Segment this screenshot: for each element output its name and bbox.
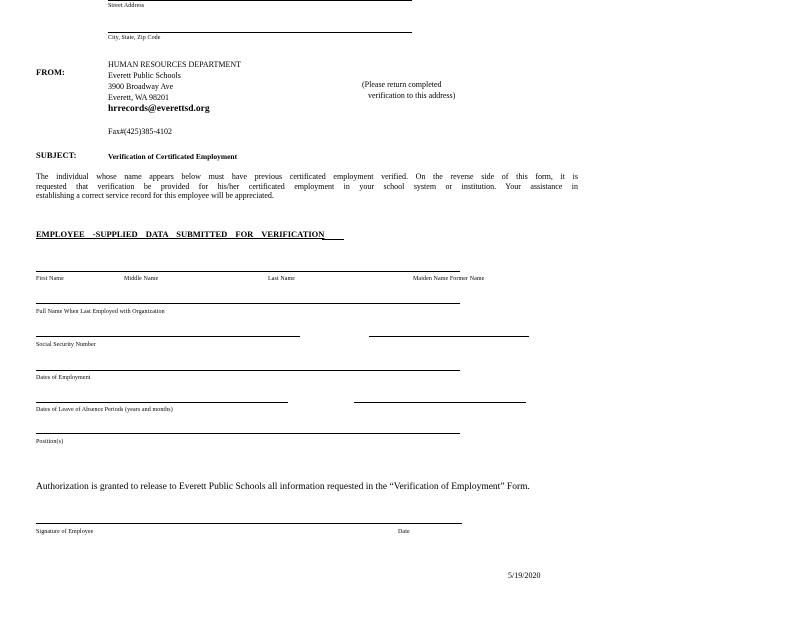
positions-line[interactable] xyxy=(36,433,460,434)
dates-employment-line[interactable] xyxy=(36,370,460,371)
dates-leave-label: Dates of Leave of Absence Periods (years and months) xyxy=(36,407,173,413)
subject-text: Verification of Certificated Employment xyxy=(108,152,238,161)
full-name-employed-label: Full Name When Last Employed with Organization xyxy=(36,309,165,315)
from-email: hrrecords@everettsd.org xyxy=(108,104,210,114)
last-name-label: Last Name xyxy=(268,276,296,282)
subject-label: SUBJECT: xyxy=(36,150,77,160)
from-address-block xyxy=(108,59,241,103)
middle-name-label: Middle Name xyxy=(124,276,159,282)
return-note xyxy=(362,79,455,101)
from-organization: Everett Public Schools xyxy=(108,71,181,80)
return-note-line1: (Please return completed xyxy=(362,80,442,89)
section-heading: EMPLOYEE -SUPPLIED DATA SUBMITTED FOR VERIFICATION xyxy=(36,229,325,239)
city-state-zip-label: City, State, Zip Code xyxy=(108,35,161,41)
ssn-label: Social Security Number xyxy=(36,342,96,348)
from-city: Everett, WA 98201 xyxy=(108,93,169,102)
ssn-line[interactable] xyxy=(36,336,300,337)
street-address-line[interactable] xyxy=(108,0,412,1)
intro-line3: establishing a correct service record for this employee will be appreciated. xyxy=(36,191,274,200)
dates-employment-label: Dates of Employment xyxy=(36,375,91,381)
return-note-line2: verification to this address) xyxy=(368,91,456,100)
first-name-label: First Name xyxy=(36,276,64,282)
maiden-name-label: Maiden Name Former Name xyxy=(413,276,485,282)
from-street: 3900 Broadway Ave xyxy=(108,82,174,91)
name-line[interactable] xyxy=(36,271,460,272)
signature-label: Signature of Employee xyxy=(36,529,94,535)
dates-leave-extra-line[interactable] xyxy=(354,402,526,403)
intro-paragraph xyxy=(36,172,578,201)
date-label: Date xyxy=(398,529,410,535)
section-heading-underline xyxy=(322,239,344,240)
from-fax: Fax#(425)385-4102 xyxy=(108,127,172,136)
full-name-employed-line[interactable] xyxy=(36,303,460,304)
dates-leave-line[interactable] xyxy=(36,402,288,403)
intro-line2: requested that verification be provided for his/her certificated employment in your school system or institution. Your assistance in xyxy=(36,181,578,191)
intro-line1: The individual whose name appears below must have previous certificated employment verified. On the reverse side of this form, it is xyxy=(36,172,578,181)
authorization-statement: Authorization is granted to release to Everett Public Schools all information requested in the “Verification of Employment” Form. xyxy=(36,482,530,492)
from-department: HUMAN RESOURCES DEPARTMENT xyxy=(108,60,242,69)
positions-label: Position(s) xyxy=(36,439,64,445)
from-label: FROM: xyxy=(36,67,65,77)
ssn-extra-line[interactable] xyxy=(369,336,529,337)
city-state-zip-line[interactable] xyxy=(108,32,412,33)
footer-date: 5/19/2020 xyxy=(508,571,541,580)
street-address-label: Street Address xyxy=(108,3,145,9)
signature-line[interactable] xyxy=(36,523,462,524)
